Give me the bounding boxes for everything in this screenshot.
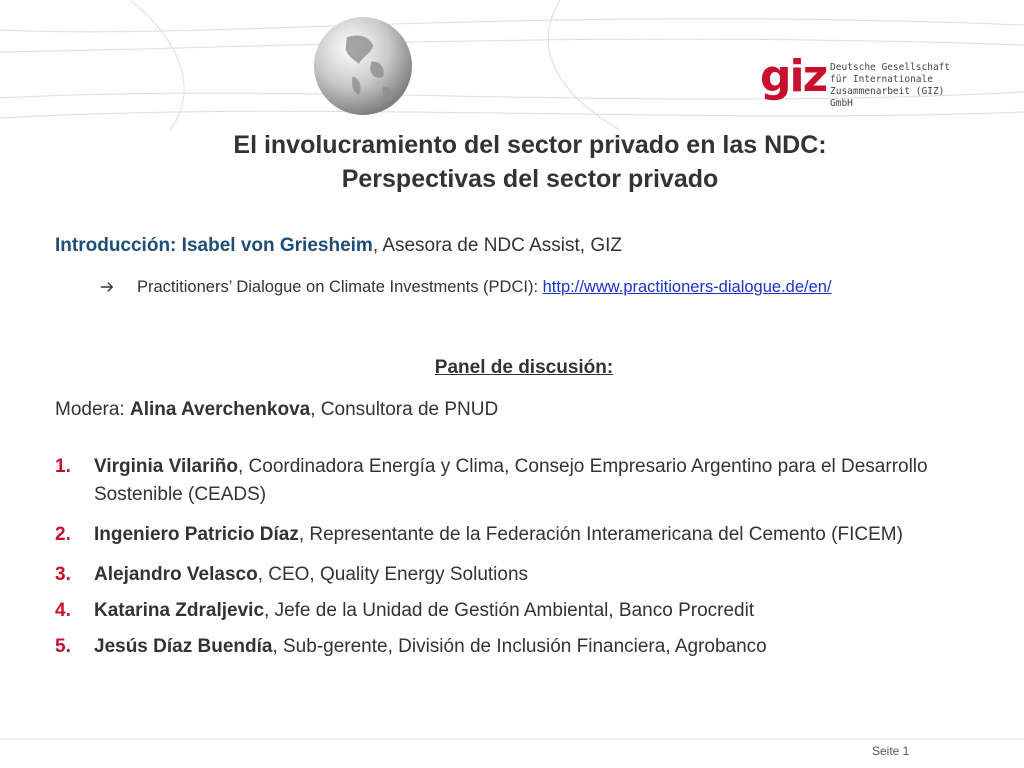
speaker-number: 5. (55, 636, 71, 657)
speaker-name: Katarina Zdraljevic (94, 600, 265, 621)
speaker-list (55, 453, 1005, 673)
speaker-item (55, 521, 1005, 549)
pdci-link[interactable]: http://www.practitioners-dialogue.de/en/ (542, 278, 832, 296)
speaker-name: Alejandro Velasco (94, 564, 258, 585)
speaker-number: 1. (55, 456, 71, 477)
intro-name: Isabel von Griesheim (181, 235, 373, 256)
giz-logo-text (830, 62, 960, 110)
panel-heading: Panel de discusión: (434, 357, 614, 378)
moderator-label: Modera: (55, 399, 130, 420)
footer-divider (0, 738, 1024, 740)
slide-title-line-1: El involucramiento del sector privado en las NDC: (233, 131, 827, 159)
speaker-role: , Representante de la Federación Interamericana del Cemento (FICEM) (298, 524, 903, 545)
speaker-role: , Sub-gerente, División de Inclusión Financiera, Agrobanco (272, 636, 767, 657)
intro-line (55, 234, 622, 258)
speaker-role: , CEO, Quality Energy Solutions (257, 564, 529, 585)
arrow-right-icon (99, 280, 115, 294)
speaker-name: Ingeniero Patricio Díaz (94, 524, 299, 545)
slide-title-line-2: Perspectivas del sector privado (341, 165, 719, 193)
logo-line: für Internationale (830, 74, 933, 85)
speaker-item (55, 561, 1005, 589)
speaker-number: 3. (55, 564, 71, 585)
speaker-role: , Jefe de la Unidad de Gestión Ambiental, Banco Procredit (264, 600, 755, 621)
moderator-name: Alina Averchenkova (129, 399, 311, 420)
speaker-role: , Coordinadora Energía y Clima, Consejo Empresario Argentino para el Desarrollo Sostenible (CEADS) (94, 456, 928, 505)
moderator-role: , Consultora de PNUD (310, 399, 499, 420)
speaker-item (55, 453, 1005, 509)
speaker-name: Jesús Díaz Buendía (94, 636, 273, 657)
pdci-text (137, 276, 832, 298)
page-number: Seite 1 (872, 744, 910, 758)
logo-line: Deutsche Gesellschaft (830, 62, 951, 73)
speaker-number: 4. (55, 600, 71, 621)
globe-icon (312, 15, 414, 117)
logo-line: Zusammenarbeit (GIZ) GmbH (830, 86, 945, 109)
giz-logo (760, 51, 960, 109)
speaker-item (55, 633, 1005, 661)
moderator-line (55, 398, 498, 422)
pdci-label: Practitioners’ Dialogue on Climate Investments (PDCI): (137, 278, 543, 296)
intro-label: Introducción: (55, 235, 177, 256)
intro-role: , Asesora de NDC Assist, GIZ (372, 235, 623, 256)
speaker-number: 2. (55, 524, 71, 545)
giz-logo-mark: giz (760, 51, 827, 102)
speaker-item (55, 597, 1005, 625)
speaker-name: Virginia Vilariño (94, 456, 238, 477)
slide-title (0, 128, 1024, 196)
